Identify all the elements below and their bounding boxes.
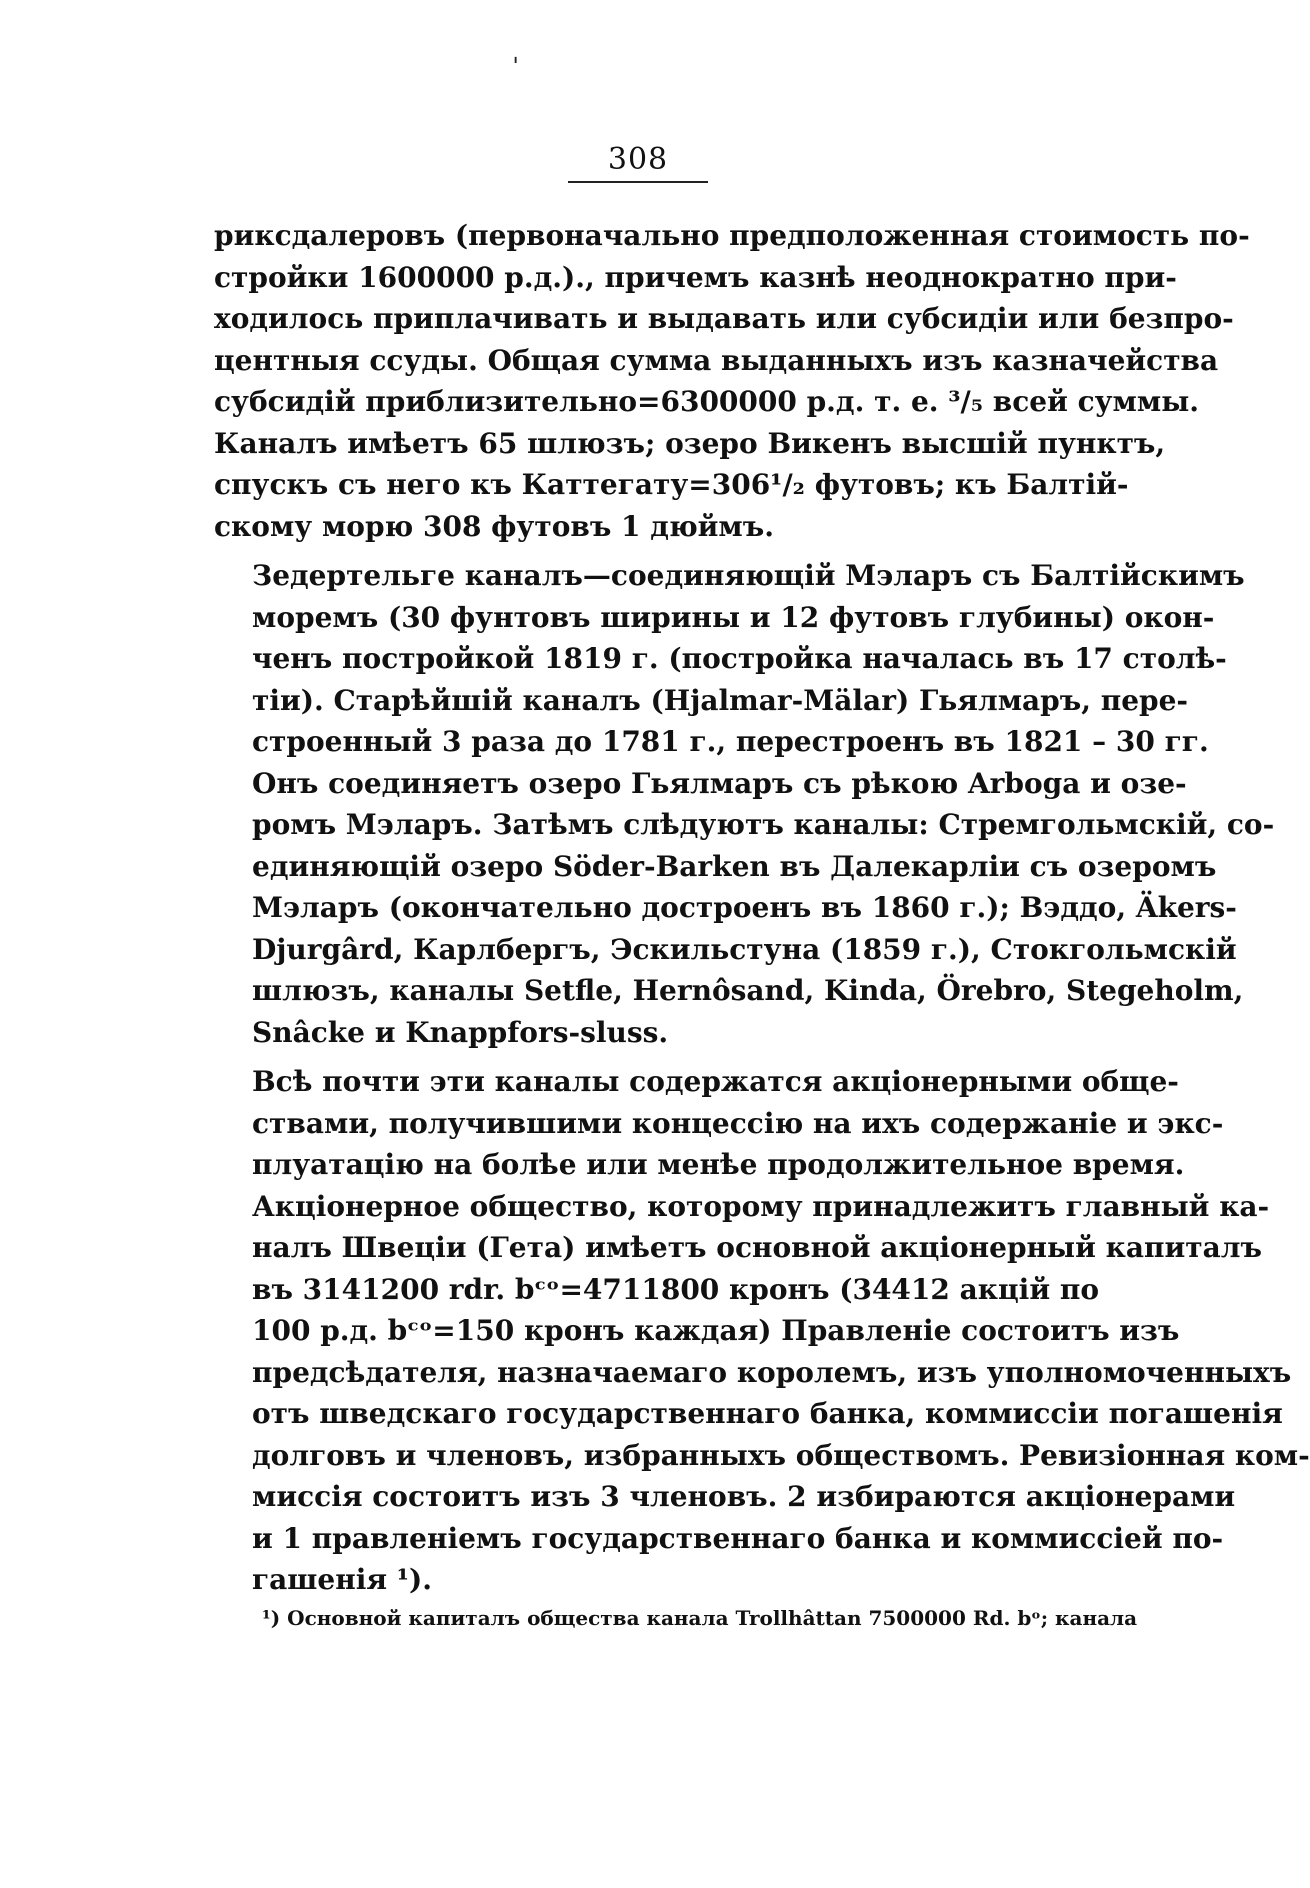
text-line: Каналъ имѣетъ 65 шлюзъ; озеро Викенъ высшій пунктъ, bbox=[214, 426, 1166, 460]
paragraph bbox=[214, 1061, 1310, 1601]
text-line: ствами, получившими концессію на ихъ содержаніе и экс- bbox=[252, 1106, 1224, 1140]
text-line: Зедертельге каналъ—соединяющій Мэларъ съ Балтійскимъ bbox=[252, 559, 1245, 592]
footnote: ¹) Основной капиталъ общества канала Trollhâttan 7500000 Rd. bᵒ; канала bbox=[262, 1606, 1138, 1630]
text-line: строенный 3 раза до 1781 г., перестроенъ въ 1821 – 30 гг. bbox=[252, 725, 1209, 758]
text-line: гашенія ¹). bbox=[252, 1563, 433, 1596]
text-line: Акціонерное общество, которому принадлежитъ главный ка- bbox=[252, 1189, 1270, 1223]
text-line: Djurgârd, Карлбергъ, Эскильстуна (1859 г.), Стокгольмскій bbox=[252, 932, 1237, 966]
paragraph bbox=[214, 555, 1275, 1053]
text-line: въ 3141200 rdr. bᶜᵒ=4711800 кронъ (34412 акцій по bbox=[252, 1272, 1099, 1306]
printer-tick-mark: ˈ bbox=[512, 54, 520, 84]
text-line: долговъ и членовъ, избранныхъ обществомъ. Ревизіонная ком- bbox=[252, 1438, 1310, 1472]
text-line: и 1 правленіемъ государственнаго банка и коммиссіей по- bbox=[252, 1521, 1224, 1555]
page-number: 308 bbox=[607, 142, 669, 177]
text-line: миссія состоитъ изъ 3 членовъ. 2 избираются акціонерами bbox=[252, 1480, 1236, 1513]
text-line: Всѣ почти эти каналы содержатся акціонерными обще- bbox=[252, 1065, 1179, 1098]
text-line: стройки 1600000 р.д.)., причемъ казнѣ неоднократно при- bbox=[214, 260, 1177, 294]
text-line: моремъ (30 фунтовъ ширины и 12 футовъ глубины) окон- bbox=[252, 600, 1215, 634]
text-line: Мэларъ (окончательно достроенъ въ 1860 г.); Вэддо, Äkers- bbox=[252, 891, 1237, 924]
text-line: центныя ссуды. Общая сумма выданныхъ изъ казначейства bbox=[214, 343, 1219, 377]
text-line: спускъ съ него къ Каттегату=306¹/₂ футовъ; къ Балтій- bbox=[214, 468, 1129, 501]
text-line: Snâcke и Knappfors-sluss. bbox=[252, 1015, 669, 1049]
text-line: единяющій озеро Söder-Barken въ Далекарліи съ озеромъ bbox=[252, 849, 1217, 883]
text-line: Онъ соединяетъ озеро Гьялмаръ съ рѣкою Arboga и озе- bbox=[252, 766, 1187, 800]
body-text bbox=[214, 215, 1310, 1609]
page-number-underline bbox=[568, 181, 708, 183]
text-line: скому морю 308 футовъ 1 дюймъ. bbox=[214, 509, 774, 543]
text-line: 100 р.д. bᶜᵒ=150 кронъ каждая) Правленіе состоитъ изъ bbox=[252, 1314, 1180, 1347]
text-line: шлюзъ, каналы Setfle, Hernôsand, Kinda, Örebro, Stegeholm, bbox=[252, 974, 1244, 1007]
text-line: ходилось приплачивать и выдавать или субсидіи или безпро- bbox=[214, 302, 1234, 335]
text-line: плуатацію на болѣе или менѣе продолжительное время. bbox=[252, 1148, 1185, 1181]
paragraph bbox=[214, 215, 1250, 547]
text-line: отъ шведскаго государственнаго банка, коммиссіи погашенія bbox=[252, 1397, 1283, 1430]
text-line: риксдалеровъ (первоначально предположенная стоимость по- bbox=[214, 219, 1250, 252]
text-line: предсѣдателя, назначаемаго королемъ, изъ уполномоченныхъ bbox=[252, 1355, 1292, 1389]
footnote-divider bbox=[214, 1595, 1072, 1596]
text-line: тіи). Старѣйшій каналъ (Hjalmar-Mälar) Гьялмаръ, пере- bbox=[252, 683, 1189, 717]
text-line: налъ Швеціи (Гета) имѣетъ основной акціонерный капиталъ bbox=[252, 1231, 1262, 1264]
text-line: субсидій приблизительно=6300000 р.д. т. е. ³/₅ всей суммы. bbox=[214, 385, 1200, 418]
text-line: ромъ Мэларъ. Затѣмъ слѣдуютъ каналы: Стремгольмскій, со- bbox=[252, 808, 1275, 841]
text-line: ченъ постройкой 1819 г. (постройка началась въ 17 столѣ- bbox=[252, 642, 1227, 675]
